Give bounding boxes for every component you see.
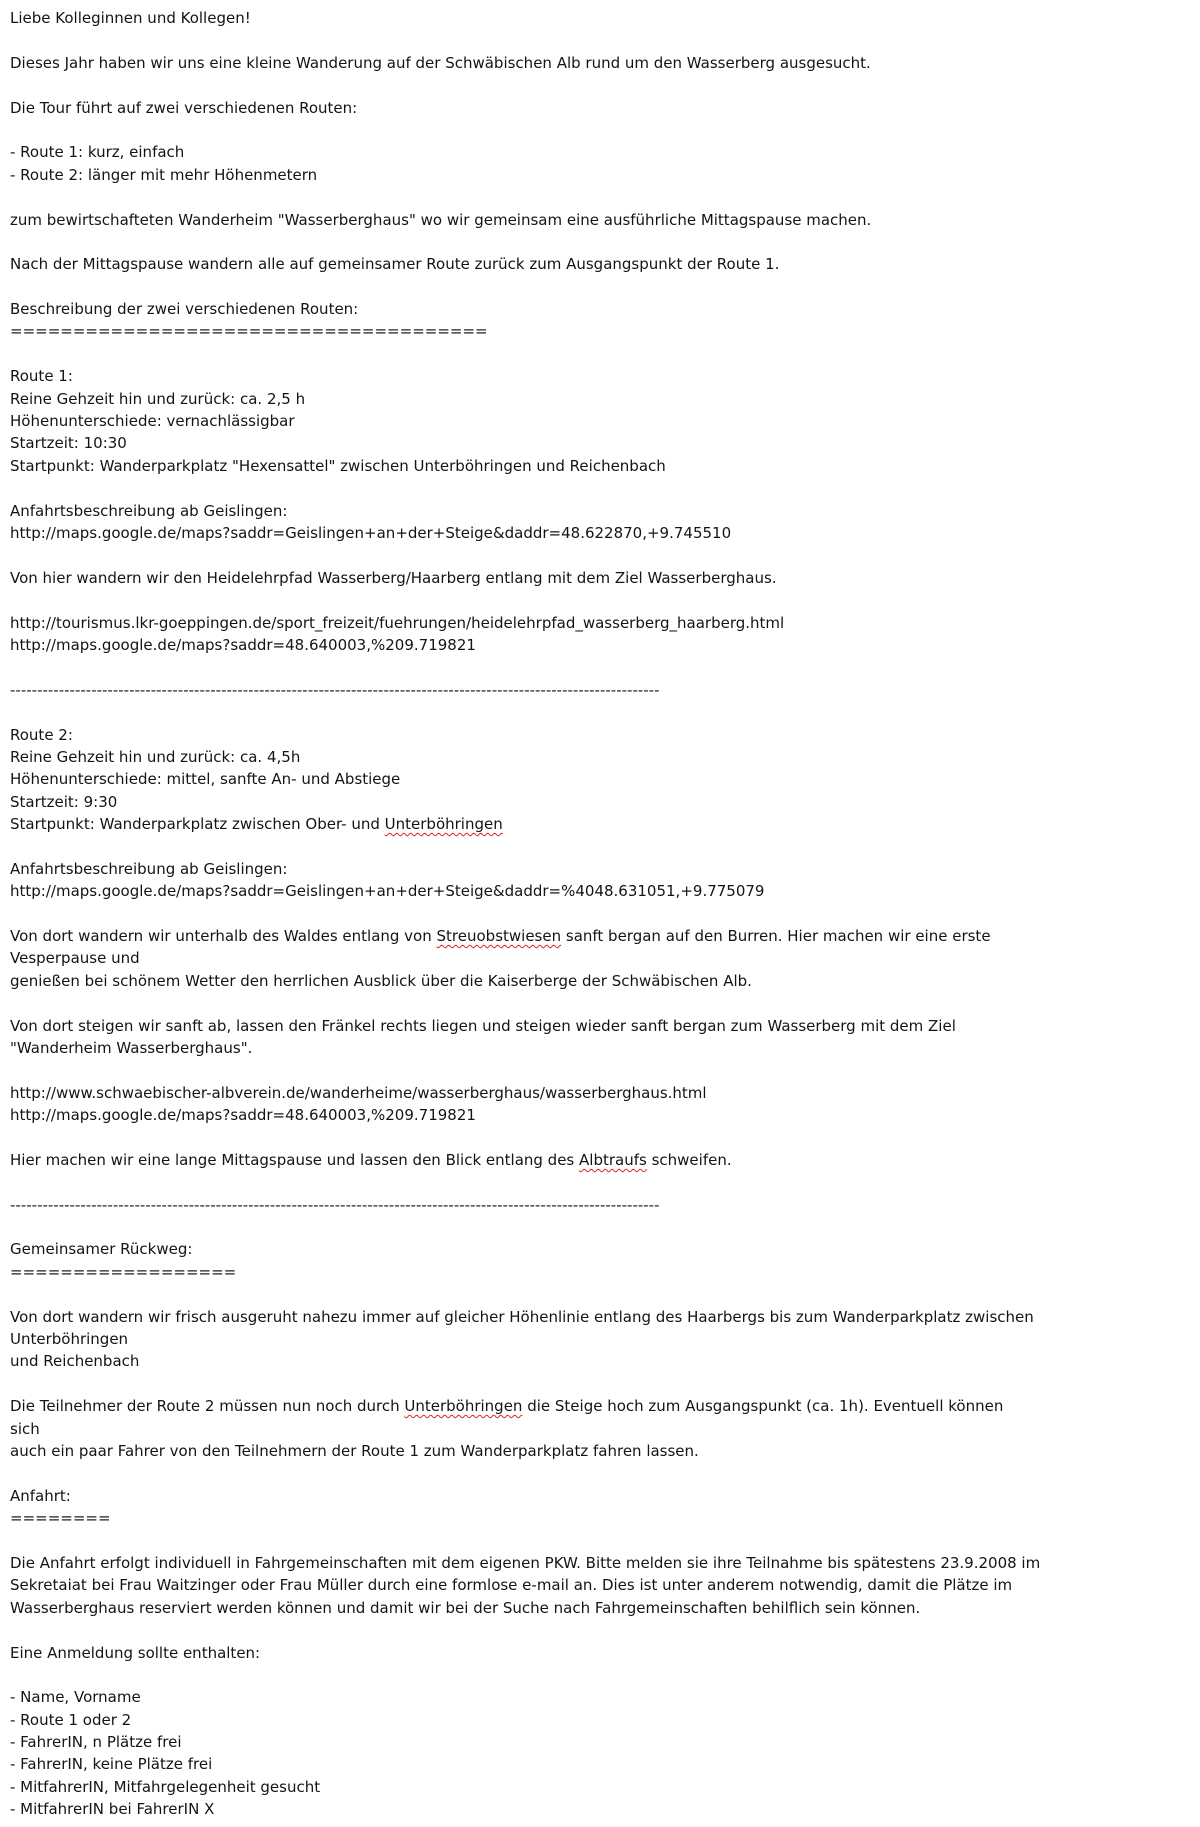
- text-segment: Von dort wandern wir unterhalb des Waldes entlang von: [10, 927, 437, 946]
- text-segment: Von hier wandern wir den Heidelehrpfad Wasserberg/Haarberg entlang mit dem Ziel Wasserberghaus.: [10, 568, 777, 587]
- paragraph-line: [10, 1485, 1190, 1507]
- paragraph-line: [10, 7, 1190, 29]
- text-segment: - Route 2: länger mit mehr Höhenmetern: [10, 165, 318, 184]
- text-segment: Startpunkt: Wanderparkplatz "Hexensattel" zwischen Unterböhringen und Reichenbach: [10, 456, 666, 475]
- text-segment: Die Teilnehmer der Route 2 müssen nun noch durch: [10, 1397, 405, 1416]
- text-segment: - Name, Vorname: [10, 1688, 141, 1707]
- paragraph-line: [10, 410, 1190, 432]
- text-segment: "Wanderheim Wasserberghaus".: [10, 1038, 253, 1057]
- paragraph-line: [10, 1395, 1190, 1417]
- paragraph-line: [10, 1328, 1190, 1350]
- paragraph-line: [10, 1440, 1190, 1462]
- paragraph-line: [10, 1306, 1190, 1328]
- paragraph-line: [10, 52, 1190, 74]
- blank-line: [10, 992, 1190, 1014]
- paragraph-line: [10, 1015, 1190, 1037]
- blank-line: [10, 343, 1190, 365]
- paragraph-line: [10, 1037, 1190, 1059]
- separator-line: [10, 1194, 1190, 1216]
- text-segment: - Route 1 oder 2: [10, 1710, 132, 1729]
- text-segment: http://maps.google.de/maps?saddr=48.640003,%209.719821: [10, 1106, 476, 1125]
- link-url[interactable]: [10, 522, 1190, 544]
- paragraph-line: [10, 500, 1190, 522]
- misspelled-word: Albtraufs: [579, 1150, 647, 1169]
- blank-line: [10, 119, 1190, 141]
- paragraph-line: [10, 1709, 1190, 1731]
- blank-line: [10, 1619, 1190, 1641]
- text-segment: - Route 1: kurz, einfach: [10, 143, 185, 162]
- text-segment: - MitfahrerIN, Mitfahrgelegenheit gesucht: [10, 1777, 321, 1796]
- text-segment: Von dort steigen wir sanft ab, lassen den Fränkel rechts liegen und steigen wieder sanft bergan zum Wasserberg mit dem Ziel: [10, 1016, 956, 1035]
- text-segment: - FahrerIN, keine Plätze frei: [10, 1755, 213, 1774]
- text-segment: ------------------------------------------------------------------------------------------------------------------------: [10, 1195, 660, 1214]
- paragraph-line: [10, 1642, 1190, 1664]
- paragraph-line: [10, 925, 1190, 947]
- blank-line: [10, 1462, 1190, 1484]
- text-segment: Höhenunterschiede: mittel, sanfte An- und Abstiege: [10, 770, 401, 789]
- text-segment: Startzeit: 10:30: [10, 434, 127, 453]
- text-segment: Startzeit: 9:30: [10, 792, 118, 811]
- text-segment: Gemeinsamer Rückweg:: [10, 1240, 193, 1259]
- text-segment: - MitfahrerIN bei FahrerIN X: [10, 1800, 215, 1819]
- text-segment: sich: [10, 1419, 40, 1438]
- text-segment: Hier machen wir eine lange Mittagspause und lassen den Blick entlang des: [10, 1150, 580, 1169]
- paragraph-line: [10, 1798, 1190, 1820]
- paragraph-line: [10, 813, 1190, 835]
- misspelled-word: Unterböhringen: [404, 1397, 523, 1416]
- text-segment: Eine Anmeldung sollte enthalten:: [10, 1643, 261, 1662]
- text-segment: Anfahrtsbeschreibung ab Geislingen:: [10, 859, 288, 878]
- blank-line: [10, 544, 1190, 566]
- paragraph-line: [10, 432, 1190, 454]
- text-segment: Wasserberghaus reserviert werden können und damit wir bei der Suche nach Fahrgemeinschaften behilflich sein können.: [10, 1598, 921, 1617]
- blank-line: [10, 1059, 1190, 1081]
- text-segment: Liebe Kolleginnen und Kollegen!: [10, 9, 251, 27]
- paragraph-line: [10, 1418, 1190, 1440]
- paragraph-line: [10, 388, 1190, 410]
- paragraph-line: [10, 1776, 1190, 1798]
- text-segment: Sekretaiat bei Frau Waitzinger oder Frau Müller durch eine formlose e-mail an. Dies ist unter anderem notwendig, damit die Plätze im: [10, 1576, 1013, 1595]
- paragraph-line: [10, 858, 1190, 880]
- text-segment: die Steige hoch zum Ausgangspunkt (ca. 1h). Eventuell können: [522, 1397, 1004, 1416]
- text-segment: http://maps.google.de/maps?saddr=Geislingen+an+der+Steige&daddr=%4048.631051,+9.775079: [10, 882, 765, 901]
- text-segment: http://maps.google.de/maps?saddr=Geislingen+an+der+Steige&daddr=48.622870,+9.745510: [10, 523, 732, 542]
- paragraph-line: [10, 724, 1190, 746]
- separator-line: [10, 1507, 1190, 1529]
- paragraph-line: [10, 970, 1190, 992]
- paragraph-line: [10, 1238, 1190, 1260]
- text-segment: genießen bei schönem Wetter den herrlichen Ausblick über die Kaiserberge der Schwäbischen Alb.: [10, 971, 752, 990]
- text-segment: ======================================: [10, 322, 488, 341]
- blank-line: [10, 231, 1190, 253]
- text-segment: Dieses Jahr haben wir uns eine kleine Wanderung auf der Schwäbischen Alb rund um den Wasserberg ausgesucht.: [10, 53, 871, 72]
- paragraph-line: [10, 1597, 1190, 1619]
- separator-line: [10, 679, 1190, 701]
- link-url[interactable]: [10, 634, 1190, 656]
- paragraph-line: [10, 298, 1190, 320]
- text-segment: Reine Gehzeit hin und zurück: ca. 4,5h: [10, 747, 301, 766]
- link-url[interactable]: [10, 612, 1190, 634]
- link-url[interactable]: [10, 1104, 1190, 1126]
- blank-line: [10, 903, 1190, 925]
- paragraph-line: [10, 455, 1190, 477]
- paragraph-line: [10, 1731, 1190, 1753]
- text-segment: ------------------------------------------------------------------------------------------------------------------------: [10, 680, 660, 699]
- blank-line: [10, 74, 1190, 96]
- paragraph-line: [10, 365, 1190, 387]
- text-segment: Anfahrt:: [10, 1486, 71, 1505]
- blank-line: [10, 1127, 1190, 1149]
- text-segment: und Reichenbach: [10, 1352, 140, 1371]
- paragraph-line: [10, 1350, 1190, 1372]
- blank-line: [10, 1171, 1190, 1193]
- blank-line: [10, 1283, 1190, 1305]
- text-segment: Unterböhringen: [10, 1330, 129, 1349]
- text-segment: Vesperpause und: [10, 949, 140, 968]
- text-segment: Nach der Mittagspause wandern alle auf gemeinsamer Route zurück zum Ausgangspunkt der Route 1.: [10, 255, 780, 274]
- misspelled-word: Unterböhringen: [384, 815, 503, 834]
- text-segment: Von dort wandern wir frisch ausgeruht nahezu immer auf gleicher Höhenlinie entlang des Haarbergs bis zum Wanderparkplatz zwischen: [10, 1307, 1034, 1326]
- text-segment: zum bewirtschafteten Wanderheim "Wasserberghaus" wo wir gemeinsam eine ausführliche Mittagspause machen.: [10, 210, 872, 229]
- paragraph-line: [10, 209, 1190, 231]
- paragraph-line: [10, 141, 1190, 163]
- text-segment: http://maps.google.de/maps?saddr=48.640003,%209.719821: [10, 635, 476, 654]
- text-segment: Höhenunterschiede: vernachlässigbar: [10, 412, 295, 431]
- paragraph-line: [10, 791, 1190, 813]
- text-segment: ========: [10, 1509, 111, 1528]
- blank-line: [10, 1530, 1190, 1552]
- text-segment: Route 2:: [10, 725, 73, 744]
- text-segment: Die Tour führt auf zwei verschiedenen Routen:: [10, 98, 358, 117]
- text-segment: Die Anfahrt erfolgt individuell in Fahrgemeinschaften mit dem eigenen PKW. Bitte melden sie ihre Teilnahme bis spätestens 23.9.2008 im: [10, 1553, 1041, 1572]
- text-segment: - FahrerIN, n Plätze frei: [10, 1733, 182, 1752]
- text-segment: Route 1:: [10, 367, 73, 386]
- misspelled-word: Streuobstwiesen: [436, 927, 562, 946]
- text-segment: http://www.schwaebischer-albverein.de/wanderheime/wasserberghaus/wasserberghaus.html: [10, 1083, 707, 1102]
- text-segment: Reine Gehzeit hin und zurück: ca. 2,5 h: [10, 389, 306, 408]
- text-segment: schweifen.: [646, 1150, 732, 1169]
- paragraph-line: [10, 947, 1190, 969]
- paragraph-line: [10, 1686, 1190, 1708]
- paragraph-line: [10, 253, 1190, 275]
- blank-line: [10, 656, 1190, 678]
- blank-line: [10, 477, 1190, 499]
- paragraph-line: [10, 1753, 1190, 1775]
- paragraph-line: [10, 567, 1190, 589]
- separator-line: [10, 320, 1190, 342]
- link-url[interactable]: [10, 880, 1190, 902]
- paragraph-line: [10, 1552, 1190, 1574]
- separator-line: [10, 1261, 1190, 1283]
- blank-line: [10, 276, 1190, 298]
- text-segment: Startpunkt: Wanderparkplatz zwischen Ober- und: [10, 815, 385, 834]
- blank-line: [10, 1373, 1190, 1395]
- paragraph-line: [10, 1149, 1190, 1171]
- paragraph-line: [10, 746, 1190, 768]
- paragraph-line: [10, 1574, 1190, 1596]
- blank-line: [10, 1216, 1190, 1238]
- blank-line: [10, 186, 1190, 208]
- paragraph-line: [10, 768, 1190, 790]
- blank-line: [10, 29, 1190, 51]
- text-segment: http://tourismus.lkr-goeppingen.de/sport_freizeit/fuehrungen/heidelehrpfad_wasserberg_haarberg.html: [10, 613, 785, 632]
- text-segment: Beschreibung der zwei verschiedenen Routen:: [10, 300, 359, 319]
- blank-line: [10, 1664, 1190, 1686]
- text-segment: Anfahrtsbeschreibung ab Geislingen:: [10, 501, 288, 520]
- text-segment: auch ein paar Fahrer von den Teilnehmern der Route 1 zum Wanderparkplatz fahren lassen.: [10, 1442, 699, 1460]
- link-url[interactable]: [10, 1082, 1190, 1104]
- paragraph-line: [10, 164, 1190, 186]
- blank-line: [10, 589, 1190, 611]
- text-segment: sanft bergan auf den Burren. Hier machen wir eine erste: [561, 927, 991, 946]
- blank-line: [10, 835, 1190, 857]
- text-segment: ==================: [10, 1262, 237, 1281]
- blank-line: [10, 701, 1190, 723]
- paragraph-line: [10, 97, 1190, 119]
